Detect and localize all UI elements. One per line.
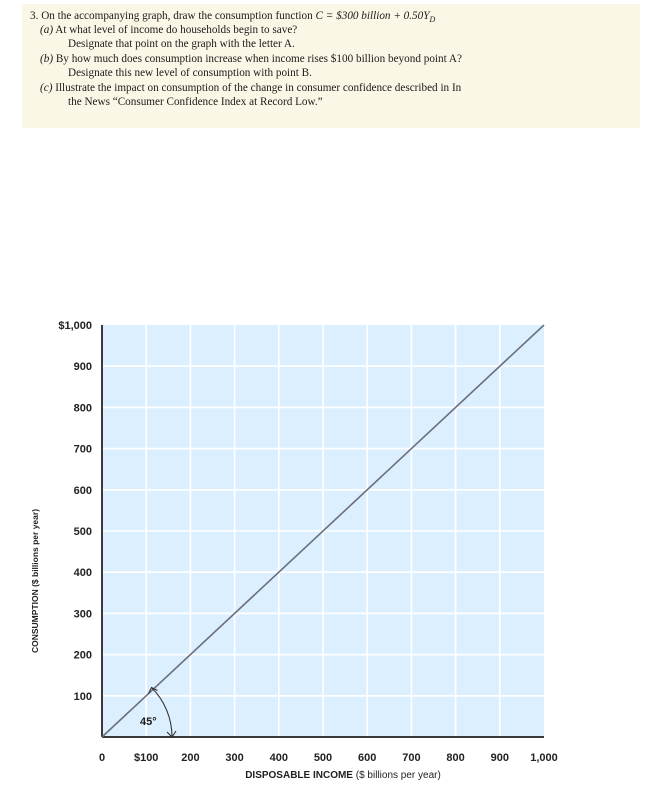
x-axis-label-bold: DISPOSABLE INCOME <box>245 770 353 781</box>
x-tick-label: 400 <box>269 752 288 764</box>
x-axis-label <box>245 770 441 781</box>
y-tick-label: 300 <box>73 608 92 621</box>
y-tick-label: 900 <box>73 361 92 374</box>
x-tick-label: 600 <box>358 752 377 764</box>
part-a-line-2: Designate that point on the graph with the letter A. <box>68 38 295 50</box>
question-number: 3. <box>30 10 39 22</box>
x-tick-label: 900 <box>490 752 509 764</box>
part-c-label: (c) <box>40 82 53 94</box>
part-c-line-1: (c) Illustrate the impact on consumption of the change in consumer confidence described in In <box>40 82 462 94</box>
x-tick-label: 300 <box>225 752 244 764</box>
y-tick-label: 400 <box>73 567 92 580</box>
y-axis-label: CONSUMPTION ($ billions per year) <box>30 508 40 654</box>
x-tick-label: 700 <box>402 752 421 764</box>
x-tick-label: 1,000 <box>530 752 558 764</box>
x-tick-label: $100 <box>133 752 159 764</box>
consumption-equation: C = $300 billion + 0.50Y <box>315 10 430 22</box>
part-b-line-1: (b) By how much does consumption increase when income rises $100 billion beyond point A? <box>40 53 462 65</box>
y-tick-label: 200 <box>73 649 92 662</box>
y-tick-labels <box>58 320 92 703</box>
part-a-line-1: (a) At what level of income do households begin to save? <box>40 24 298 36</box>
y-tick-label: 800 <box>73 402 92 415</box>
x-tick-label: 800 <box>446 752 465 764</box>
part-c-line-2: the News “Consumer Confidence Index at Record Low.” <box>68 96 323 108</box>
x-axis-label-rest: ($ billions per year) <box>352 770 441 781</box>
part-b-label: (b) <box>40 53 54 65</box>
y-tick-label: 700 <box>73 443 92 456</box>
angle-label: 45° <box>140 716 157 728</box>
x-tick-label: 0 <box>98 752 106 764</box>
y-tick-label: $1,000 <box>58 320 92 332</box>
x-tick-labels <box>99 752 558 764</box>
x-tick-label: 500 <box>313 752 333 764</box>
x-tick-label: 200 <box>181 752 200 764</box>
equation-subscript: D <box>429 15 436 25</box>
part-b-line-2: Designate this new level of consumption with point B. <box>68 67 312 79</box>
y-tick-label: 600 <box>73 484 92 497</box>
part-a-label: (a) <box>40 24 54 36</box>
question-stem-text: On the accompanying graph, draw the consumption function <box>41 10 313 22</box>
y-tick-label: 100 <box>73 690 92 703</box>
y-tick-label: 500 <box>73 526 92 538</box>
